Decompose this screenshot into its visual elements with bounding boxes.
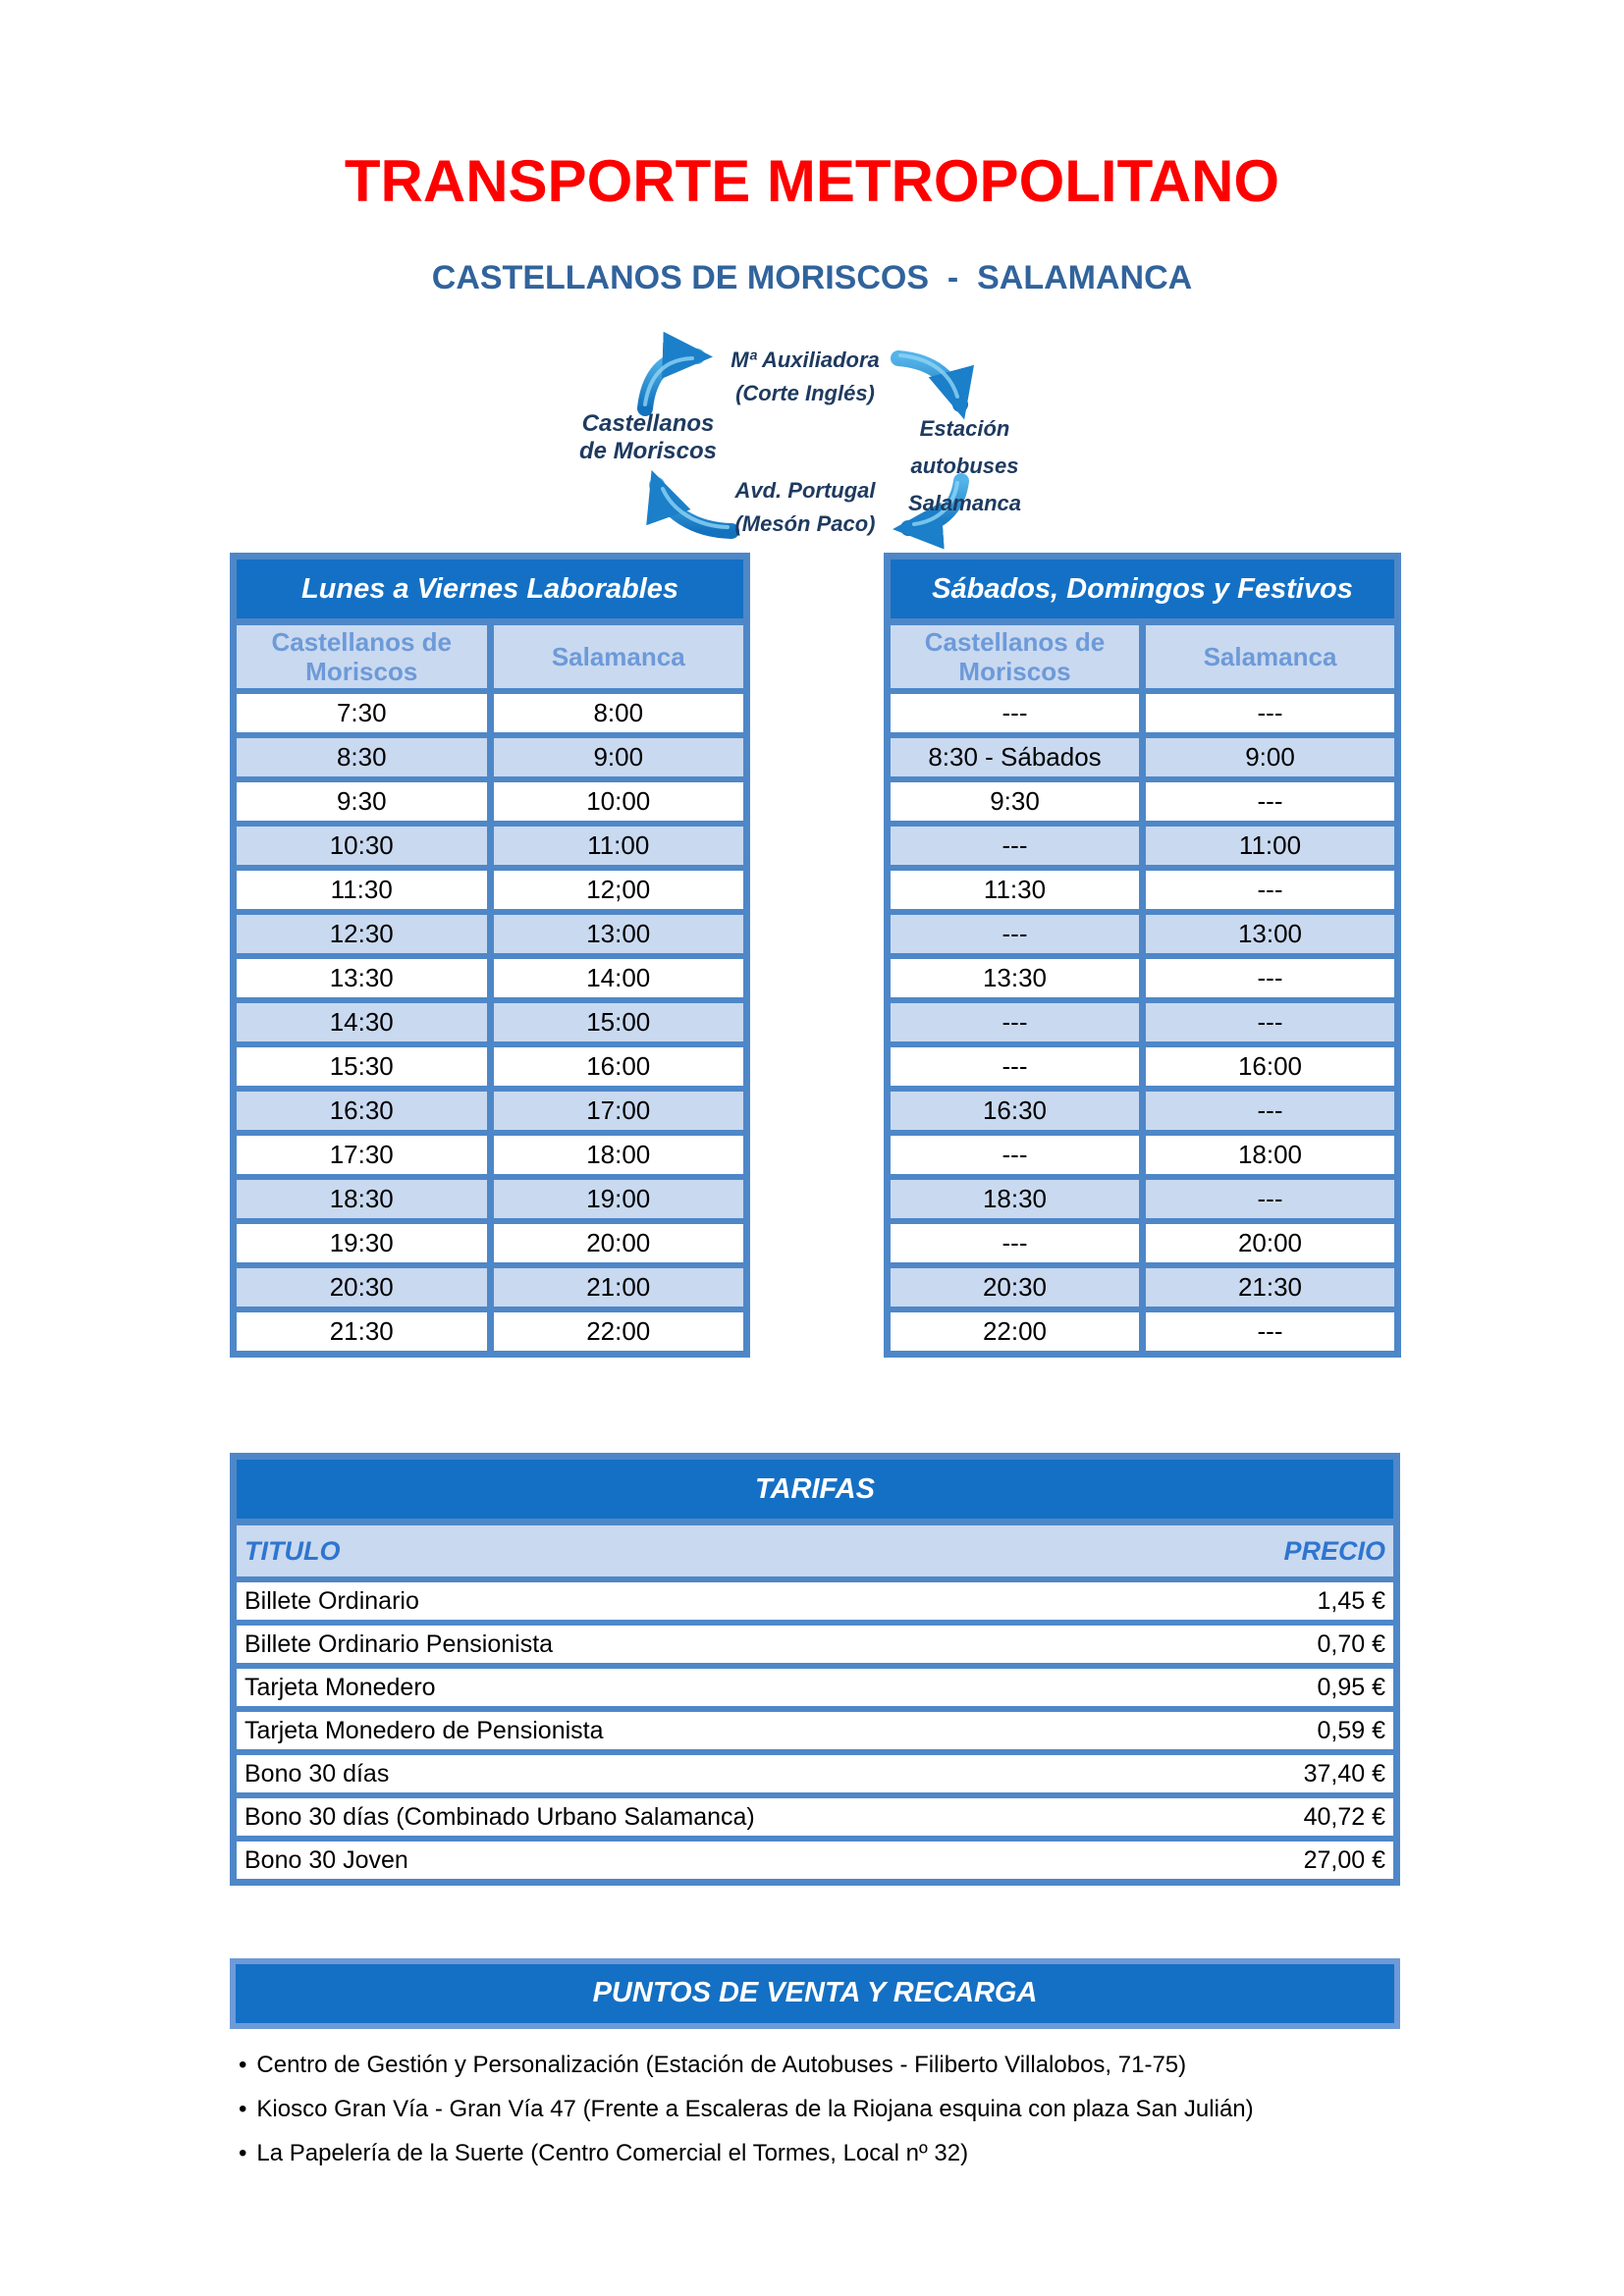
timetable-row xyxy=(237,1047,743,1086)
timetable-row xyxy=(237,1312,743,1351)
stop-avd-portugal-line1: Avd. Portugal xyxy=(734,478,876,503)
time-cell: 8:30 - Sábados xyxy=(891,738,1139,776)
timetable-row xyxy=(237,1092,743,1130)
column-header-precio: PRECIO xyxy=(1283,1536,1385,1566)
sale-point-text: Kiosco Gran Vía - Gran Vía 47 (Frente a Escaleras de la Riojana esquina con plaza San Julián) xyxy=(256,2096,1254,2122)
timetable-row xyxy=(237,827,743,865)
column-header-castellanos-line2: Moriscos xyxy=(958,657,1071,686)
time-cell: 11:00 xyxy=(1146,827,1394,865)
timetable-row xyxy=(237,1136,743,1174)
time-cell: 18:30 xyxy=(891,1180,1139,1218)
timetable-row xyxy=(891,959,1394,997)
time-cell: --- xyxy=(1146,1312,1394,1351)
time-cell: 20:00 xyxy=(1146,1224,1394,1262)
time-cell: 15:30 xyxy=(237,1047,487,1086)
tarifa-titulo: Bono 30 Joven xyxy=(244,1846,408,1874)
route-subtitle: CASTELLANOS DE MORISCOS - SALAMANCA xyxy=(431,259,1193,296)
tarifas-table xyxy=(230,1453,1400,1886)
time-cell: 20:30 xyxy=(891,1268,1139,1307)
time-cell: 16:00 xyxy=(494,1047,744,1086)
timetable-row xyxy=(891,1268,1394,1307)
time-cell: 7:30 xyxy=(237,694,487,732)
timetable-row xyxy=(237,959,743,997)
time-cell: 19:00 xyxy=(494,1180,744,1218)
tarifa-titulo: Billete Ordinario Pensionista xyxy=(244,1630,554,1658)
time-cell: 12;00 xyxy=(494,871,744,909)
timetable-row xyxy=(237,1224,743,1262)
time-cell: 18:00 xyxy=(494,1136,744,1174)
time-cell: 11:00 xyxy=(494,827,744,865)
time-cell: 9:30 xyxy=(237,782,487,821)
stop-avd-portugal-line2: (Mesón Paco) xyxy=(734,511,876,536)
puntos-venta-header: PUNTOS DE VENTA Y RECARGA xyxy=(230,1958,1400,2029)
time-cell: 21:30 xyxy=(1146,1268,1394,1307)
tarifa-precio: 27,00 € xyxy=(1303,1846,1385,1874)
route-loop-diagram xyxy=(545,332,1154,558)
time-cell: --- xyxy=(891,1224,1139,1262)
stop-castellanos-line2: de Moriscos xyxy=(578,438,718,464)
curved-arrow-down-right-icon xyxy=(898,355,960,404)
time-cell: --- xyxy=(891,694,1139,732)
bullet-icon: • xyxy=(239,2140,247,2166)
tarifa-titulo: Billete Ordinario xyxy=(244,1587,419,1615)
time-cell: 8:00 xyxy=(494,694,744,732)
weekday-column-headers xyxy=(237,625,743,688)
stop-estacion-salamanca xyxy=(869,410,1060,522)
time-cell: 11:30 xyxy=(891,871,1139,909)
stop-castellanos-line1: Castellanos xyxy=(581,410,715,437)
bullet-icon: • xyxy=(239,2052,247,2078)
timetable-row xyxy=(891,694,1394,732)
sale-point-text: Centro de Gestión y Personalización (Estación de Autobuses - Filiberto Villalobos, 71-75) xyxy=(256,2052,1187,2078)
weekday-timetable xyxy=(230,553,750,1358)
sale-point-item xyxy=(239,2140,1515,2167)
time-cell: --- xyxy=(1146,694,1394,732)
timetable-row xyxy=(237,1268,743,1307)
time-cell: 9:30 xyxy=(891,782,1139,821)
weekday-table-body xyxy=(237,694,743,1351)
tarifas-table-body xyxy=(237,1582,1393,1879)
column-header-castellanos-line2: Moriscos xyxy=(305,657,418,686)
tarifa-row xyxy=(237,1582,1393,1620)
time-cell: --- xyxy=(891,1136,1139,1174)
time-cell: 16:30 xyxy=(891,1092,1139,1130)
tarifa-row xyxy=(237,1798,1393,1836)
time-cell: 20:00 xyxy=(494,1224,744,1262)
time-cell: 21:00 xyxy=(494,1268,744,1307)
time-cell: --- xyxy=(1146,782,1394,821)
time-cell: 13:00 xyxy=(1146,915,1394,953)
bullet-icon: • xyxy=(239,2096,247,2122)
time-cell: 16:30 xyxy=(237,1092,487,1130)
time-cell: --- xyxy=(1146,1092,1394,1130)
timetable-row xyxy=(891,871,1394,909)
column-header-castellanos-line1: Castellanos de xyxy=(924,627,1106,657)
time-cell: 17:30 xyxy=(237,1136,487,1174)
tarifa-row xyxy=(237,1626,1393,1663)
time-cell: --- xyxy=(891,1047,1139,1086)
stop-estacion-line1: Estación autobuses xyxy=(910,416,1019,478)
time-cell: 11:30 xyxy=(237,871,487,909)
column-header-castellanos xyxy=(237,625,487,688)
time-cell: 18:00 xyxy=(1146,1136,1394,1174)
stop-estacion-line2: Salamanca xyxy=(908,491,1021,515)
time-cell: 17:00 xyxy=(494,1092,744,1130)
timetable-row xyxy=(237,694,743,732)
tarifa-precio: 0,95 € xyxy=(1317,1674,1385,1701)
sale-point-item xyxy=(239,2096,1515,2123)
tarifa-row xyxy=(237,1842,1393,1879)
timetable-row xyxy=(237,871,743,909)
column-header-salamanca: Salamanca xyxy=(1146,625,1394,688)
time-cell: 16:00 xyxy=(1146,1047,1394,1086)
stop-auxiliadora-line1: Mª Auxiliadora xyxy=(731,347,880,372)
time-cell: --- xyxy=(1146,1003,1394,1041)
time-cell: 15:00 xyxy=(494,1003,744,1041)
stop-auxiliadora xyxy=(717,344,893,410)
timetable-row xyxy=(891,782,1394,821)
tarifa-precio: 0,70 € xyxy=(1317,1630,1385,1658)
timetable-row xyxy=(891,915,1394,953)
time-cell: 20:30 xyxy=(237,1268,487,1307)
weekend-table-title: Sábados, Domingos y Festivos xyxy=(891,560,1394,618)
page-title: TRANSPORTE METROPOLITANO xyxy=(344,148,1280,214)
column-header-titulo: TITULO xyxy=(244,1536,341,1566)
timetable-row xyxy=(891,1224,1394,1262)
timetable-row xyxy=(237,782,743,821)
time-cell: 14:00 xyxy=(494,959,744,997)
weekday-table-title: Lunes a Viernes Laborables xyxy=(237,560,743,618)
time-cell: 12:30 xyxy=(237,915,487,953)
timetable-row xyxy=(237,1003,743,1041)
tarifas-title: TARIFAS xyxy=(237,1460,1393,1519)
time-cell: 14:30 xyxy=(237,1003,487,1041)
tarifa-row xyxy=(237,1712,1393,1749)
time-cell: 8:30 xyxy=(237,738,487,776)
time-cell: --- xyxy=(891,827,1139,865)
tarifa-precio: 40,72 € xyxy=(1303,1803,1385,1831)
time-cell: 13:30 xyxy=(237,959,487,997)
timetable-row xyxy=(891,1180,1394,1218)
tarifa-precio: 1,45 € xyxy=(1317,1587,1385,1615)
time-cell: --- xyxy=(1146,871,1394,909)
tarifas-column-headers xyxy=(237,1525,1393,1576)
time-cell: --- xyxy=(891,1003,1139,1041)
tarifa-titulo: Bono 30 días (Combinado Urbano Salamanca) xyxy=(244,1803,755,1831)
stop-auxiliadora-line2: (Corte Inglés) xyxy=(735,381,875,405)
timetable-row xyxy=(237,1180,743,1218)
time-cell: 10:30 xyxy=(237,827,487,865)
timetable-row xyxy=(891,1003,1394,1041)
time-cell: 13:30 xyxy=(891,959,1139,997)
time-cell: 9:00 xyxy=(1146,738,1394,776)
column-header-castellanos-line1: Castellanos de xyxy=(271,627,452,657)
timetable-row xyxy=(237,915,743,953)
timetable-row xyxy=(891,1136,1394,1174)
timetable-row xyxy=(891,1047,1394,1086)
time-cell: 13:00 xyxy=(494,915,744,953)
stop-avd-portugal xyxy=(717,474,893,541)
timetable-row xyxy=(891,1312,1394,1351)
time-cell: 10:00 xyxy=(494,782,744,821)
timetable-row xyxy=(891,1092,1394,1130)
timetable-row xyxy=(237,738,743,776)
tarifa-precio: 37,40 € xyxy=(1303,1760,1385,1788)
puntos-venta-list xyxy=(239,2052,1515,2184)
weekend-column-headers xyxy=(891,625,1394,688)
weekend-table-body xyxy=(891,694,1394,1351)
tarifa-row xyxy=(237,1669,1393,1706)
tarifa-precio: 0,59 € xyxy=(1317,1717,1385,1744)
time-cell: 21:30 xyxy=(237,1312,487,1351)
tarifa-titulo: Bono 30 días xyxy=(244,1760,390,1788)
sale-point-item xyxy=(239,2052,1515,2079)
stop-castellanos xyxy=(545,410,751,465)
timetable-row xyxy=(891,827,1394,865)
tarifa-row xyxy=(237,1755,1393,1792)
timetable-row xyxy=(891,738,1394,776)
curved-arrow-up-right-icon xyxy=(645,356,697,408)
column-header-salamanca: Salamanca xyxy=(494,625,744,688)
time-cell: --- xyxy=(1146,1180,1394,1218)
time-cell: 22:00 xyxy=(494,1312,744,1351)
time-cell: --- xyxy=(1146,959,1394,997)
time-cell: 22:00 xyxy=(891,1312,1139,1351)
column-header-castellanos xyxy=(891,625,1139,688)
time-cell: 19:30 xyxy=(237,1224,487,1262)
time-cell: --- xyxy=(891,915,1139,953)
time-cell: 9:00 xyxy=(494,738,744,776)
tarifa-titulo: Tarjeta Monedero xyxy=(244,1674,436,1701)
sale-point-text: La Papelería de la Suerte (Centro Comercial el Tormes, Local nº 32) xyxy=(256,2140,969,2166)
time-cell: 18:30 xyxy=(237,1180,487,1218)
weekend-timetable xyxy=(884,553,1401,1358)
tarifa-titulo: Tarjeta Monedero de Pensionista xyxy=(244,1717,604,1744)
